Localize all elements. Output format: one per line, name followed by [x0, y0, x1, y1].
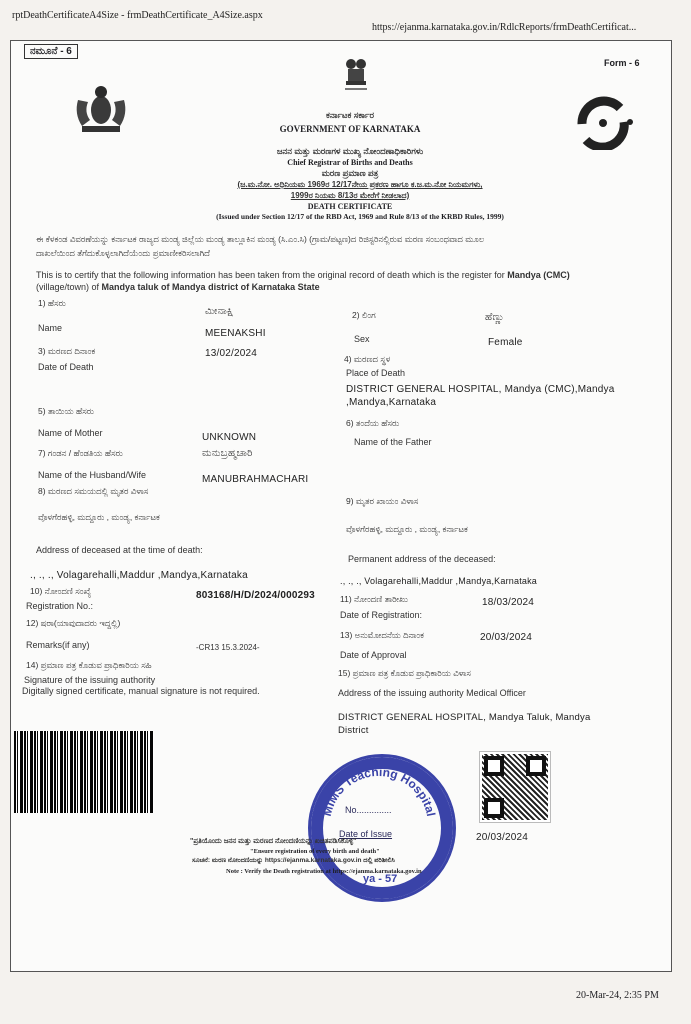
- stamp-no: No..............: [345, 805, 392, 815]
- stamp-arc-text: MIMS Teaching Hospital: [319, 764, 439, 818]
- certificate-title-en: DEATH CERTIFICATE: [307, 202, 393, 211]
- remarks-label-en: Remarks(if any): [26, 640, 90, 650]
- perm-addr-value: ., ., ., Volagarehalli,Maddur ,Mandya,Karnataka: [340, 576, 538, 586]
- remarks-label-kn: 12) ಷರಾ(ಯಾವುದಾದರು ಇದ್ದಲ್ಲಿ): [26, 618, 121, 628]
- print-header-url: https://ejanma.karnataka.gov.in/RdlcReports/frmDeathCertificat...: [372, 22, 637, 33]
- sex-label-en: Sex: [354, 334, 370, 344]
- addr-time-value: ., ., ., Volagarehalli,Maddur ,Mandya,Karnataka: [30, 570, 248, 581]
- ejanma-logo-icon: [572, 96, 636, 150]
- authaddr-value-1: DISTRICT GENERAL HOSPITAL, Mandya Taluk, Mandya: [338, 712, 591, 723]
- regdate-value: 18/03/2024: [482, 597, 535, 608]
- approval-label-kn: 13) ಅನುಮೋದನೆಯ ದಿನಾಂಕ: [340, 630, 424, 640]
- govt-title-kn: ಕರ್ನಾಟಕ ಸರ್ಕಾರ: [326, 110, 374, 120]
- regdate-label-kn: 11) ನೋಂದಣಿ ತಾರೀಖು: [340, 594, 408, 604]
- sex-value-kn: ಹೆಣ್ಣು: [485, 312, 505, 323]
- authaddr-label-en: Address of the issuing authority Medical Officer: [338, 688, 526, 698]
- intro-kn-1: ಈ ಕೆಳಕಂಡ ವಿವರಣೆಯನ್ನು ಕರ್ನಾಟಕ ರಾಜ್ಯದ ಮಂಡ್ಯ ಜಿಲ್ಲೆಯ ಮಂಡ್ಯ ತಾಲ್ಲೂಕಿನ ಮಂಡ್ಯ (ಸಿ.ಎಂ.ಸಿ) (ಗ್ರಾಮ/ಪಟ್ಟಣ)ದ ರಿಜಿಸ್ಟರಿನಲ್ಲಿರುವ ಮರಣ ಸಂಬಂಧವಾದ ಮೂಲ: [36, 234, 485, 244]
- pod-value-2: ,Mandya,Karnataka: [346, 397, 437, 408]
- dod-value: 13/02/2024: [205, 348, 258, 359]
- addr-time-label-en: Address of deceased at the time of death:: [36, 545, 203, 555]
- mother-label-en: Name of Mother: [38, 428, 103, 438]
- print-header-title: rptDeathCertificateA4Size - frmDeathCertificate_A4Size.aspx: [12, 10, 263, 21]
- father-label-kn: 6) ತಂದೆಯ ಹೆಸರು: [346, 418, 400, 428]
- husband-value: MANUBRAHMACHARI: [202, 474, 309, 485]
- intro-kn-2: ದಾಖಲೆಯಿಂದ ತೆಗೆದುಕೊಳ್ಳಲಾಗಿದೆಯೆಂದು ಪ್ರಮಾಣೀಕರಿಸಲಾಗಿದೆ: [36, 248, 210, 258]
- intro-en-2: [36, 282, 656, 292]
- dod-label-kn: 3) ಮರಣದ ದಿನಾಂಕ: [38, 346, 96, 356]
- intro-en-place-1: Mandya (CMC): [507, 270, 570, 280]
- intro-en-1: [36, 270, 656, 280]
- remarks-value: -CR13 15.3.2024-: [196, 643, 260, 652]
- approval-label-en: Date of Approval: [340, 650, 407, 660]
- perm-addr-label-kn: 9) ಮೃತರ ಖಾಯಂ ವಿಳಾಸ: [346, 496, 419, 506]
- footer-kn-1: "ಪ್ರತಿಯೊಂದು ಜನನ ಮತ್ತು ಮರಣದ ನೋಂದಣಿಯನ್ನು ಖಚಿತಪಡಿಸಿಕೊಳ್ಳಿ": [190, 838, 357, 845]
- footer-kn-2: ಸೂಚನೆ: ಮರಣ ನೋಂದಣಿಯನ್ನು https://ejanma.karnataka.gov.in ದಲ್ಲಿ ಪರಿಶೀಲಿಸಿ: [192, 857, 395, 864]
- husband-label-en: Name of the Husband/Wife: [38, 470, 147, 480]
- mother-label-kn: 5) ತಾಯಿಯ ಹೆಸರು: [38, 406, 94, 416]
- national-emblem-icon: [343, 55, 369, 95]
- issued-under-en: (Issued under Section 12/17 of the RBD Act, 1969 and Rule 8/13 of the KRBD Rules, 1999): [216, 212, 504, 221]
- sex-label-kn: 2) ಲಿಂಗ: [352, 310, 376, 320]
- pod-label-en: Place of Death: [346, 368, 406, 378]
- name-value-kn: ಮೀನಾಕ್ಷಿ: [205, 306, 234, 317]
- husband-label-kn: 7) ಗಂಡನ / ಹೆಂಡತಿಯ ಹೆಸರು: [38, 448, 123, 458]
- pod-value-1: DISTRICT GENERAL HOSPITAL, Mandya (CMC),Mandya: [346, 384, 615, 395]
- husband-value-kn: ಮನುಬ್ರಹ್ಮಚಾರಿ: [202, 448, 253, 459]
- sign-note: Digitally signed certificate, manual signature is not required.: [22, 686, 260, 696]
- addr-time-label-kn: 8) ಮರಣದ ಸಮಯದಲ್ಲಿ ಮೃತರ ವಿಳಾಸ: [38, 486, 149, 496]
- form-number-en: Form - 6: [604, 58, 640, 68]
- regno-label-kn: 10) ನೋಂದಣಿ ಸಂಖ್ಯೆ: [30, 586, 92, 596]
- mother-value: UNKNOWN: [202, 432, 257, 443]
- father-label-en: Name of the Father: [354, 437, 432, 447]
- authaddr-value-2: District: [338, 725, 369, 736]
- authaddr-label-kn: 15) ಪ್ರಮಾಣ ಪತ್ರ ಕೊಡುವ ಪ್ರಾಧಿಕಾರಿಯ ವಿಳಾಸ: [338, 668, 471, 678]
- name-label-en: Name: [38, 323, 63, 333]
- perm-addr-value-kn: ವೊಳಗೆರಹಳ್ಳಿ, ಮದ್ದೂರು , ಮಂಡ್ಯ, ಕರ್ನಾಟಕ: [346, 524, 468, 534]
- regno-value: 803168/H/D/2024/000293: [196, 590, 315, 601]
- regdate-label-en: Date of Registration:: [340, 610, 423, 620]
- registrar-kn: ಜನನ ಮತ್ತು ಮರಣಗಳ ಮುಖ್ಯ ನೋಂದಣಾಧಿಕಾರಿಗಳು: [276, 146, 424, 156]
- karnataka-emblem-icon: [72, 80, 130, 136]
- intro-en-text-2: (village/town) of: [36, 282, 100, 292]
- sign-label-kn: 14) ಪ್ರಮಾಣ ಪತ್ರ ಕೊಡುವ ಪ್ರಾಧಿಕಾರಿಯ ಸಹಿ: [26, 660, 152, 670]
- hospital-stamp: [308, 754, 456, 902]
- footer-en-1: "Ensure registration of every birth and death": [250, 848, 380, 855]
- sign-label-en: Signature of the issuing authority: [24, 675, 156, 685]
- intro-en-place-2: Mandya taluk of Mandya district of Karnataka State: [101, 282, 320, 292]
- govt-title-en: GOVERNMENT OF KARNATAKA: [279, 124, 421, 134]
- intro-en-text-1: This is to certify that the following information has been taken from the original record of death which is the register for: [36, 270, 505, 280]
- issued-under-kn-2: 1999ರ ನಿಯಮ 8/13ರ ಮೇರೆಗೆ ನೀಡಲಾದ): [290, 191, 410, 200]
- regno-label-en: Registration No.:: [26, 601, 94, 611]
- name-label-kn: 1) ಹೆಸರು: [38, 298, 66, 308]
- footer-en-2: Note : Verify the Death registration at https://ejanma.karnataka.gov.in: [226, 868, 422, 875]
- stamp-bottom: ya - 57: [363, 873, 398, 885]
- registrar-en: Chief Registrar of Births and Deaths: [287, 158, 413, 167]
- stamp-date: Date of Issue: [339, 829, 393, 839]
- qr-date: 20/03/2024: [476, 832, 529, 843]
- perm-addr-label-en: Permanent address of the deceased:: [348, 554, 496, 564]
- certificate-title-kn: ಮರಣ ಪ್ರಮಾಣ ಪತ್ರ: [321, 168, 379, 178]
- issued-under-kn-1: (ಜ.ಮ.ನೋ. ಅಧಿನಿಯಮ 1969ರ 12/17ನೇಯ ಪ್ರಕರಣ ಹಾಗೂ ಕ.ಜ.ಮ.ನೋ ನಿಯಮಗಳು,: [237, 180, 483, 189]
- approval-value: 20/03/2024: [480, 632, 533, 643]
- pod-label-kn: 4) ಮರಣದ ಸ್ಥಳ: [344, 354, 391, 364]
- dod-label-en: Date of Death: [38, 362, 94, 372]
- name-value: MEENAKSHI: [205, 328, 266, 339]
- addr-time-value-kn: ವೊಳಗೆರಹಳ್ಳಿ, ಮದ್ದೂರು , ಮಂಡ್ಯ, ಕರ್ನಾಟಕ: [38, 512, 160, 522]
- barcode-icon: [14, 731, 154, 813]
- print-timestamp: 20-Mar-24, 2:35 PM: [576, 990, 659, 1001]
- form-number-kn: ನಮೂನೆ - 6: [24, 44, 78, 59]
- qr-code-icon: [480, 752, 550, 822]
- sex-value: Female: [488, 337, 523, 348]
